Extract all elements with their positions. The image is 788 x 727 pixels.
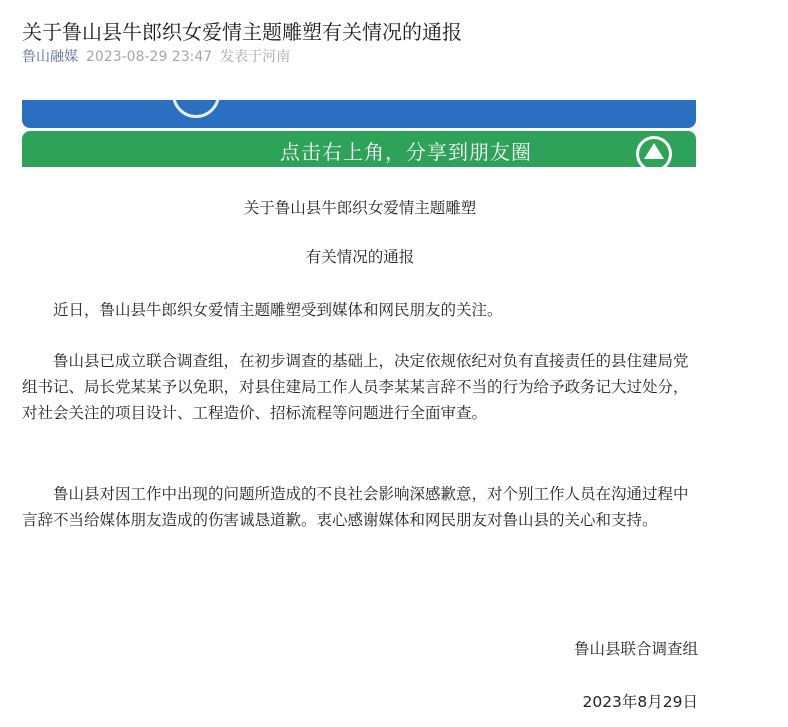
paragraph-1: 近日，鲁山县牛郎织女爱情主题雕塑受到媒体和网民朋友的关注。 [53, 301, 503, 319]
sign-date: 2023年8月29日 [582, 693, 698, 711]
share-arrow-icon [644, 143, 664, 159]
notice-heading-line1: 关于鲁山县牛郎织女爱情主题雕塑 [243, 199, 477, 217]
banner-share-text: 点击右上角，分享到朋友圈 [280, 140, 532, 164]
banner-circle-icon [172, 100, 220, 118]
article-meta [22, 46, 290, 68]
banner-share-strip [22, 131, 696, 167]
author-link[interactable]: 鲁山融媒 [22, 49, 78, 65]
banner-top-strip [22, 100, 696, 128]
share-banner-image [22, 100, 696, 167]
publish-date: 2023-08-29 23:47 [86, 49, 213, 65]
paragraph-3: 鲁山县对因工作中出现的问题所造成的不良社会影响深感歉意，对个别工作人员在沟通过程中言辞不当给媒体朋友造成的伤害诚恳道歉。衷心感谢媒体和网民朋友对鲁山县的关心和支持。 [22, 485, 689, 529]
article-title: 关于鲁山县牛郎织女爱情主题雕塑有关情况的通报 [22, 20, 462, 45]
paragraph-2: 鲁山县已成立联合调查组，在初步调查的基础上，决定依规依纪对负有直接责任的县住建局党组书记、局长党某某予以免职，对县住建局工作人员李某某言辞不当的行为给予政务记大过处分，对社会关注的项目设计、工程造价、招标流程等问题进行全面审查。 [22, 352, 689, 422]
publish-location: 发表于河南 [220, 49, 291, 65]
signature: 鲁山县联合调查组 [573, 640, 698, 658]
notice-heading-line2: 有关情况的通报 [305, 248, 415, 266]
